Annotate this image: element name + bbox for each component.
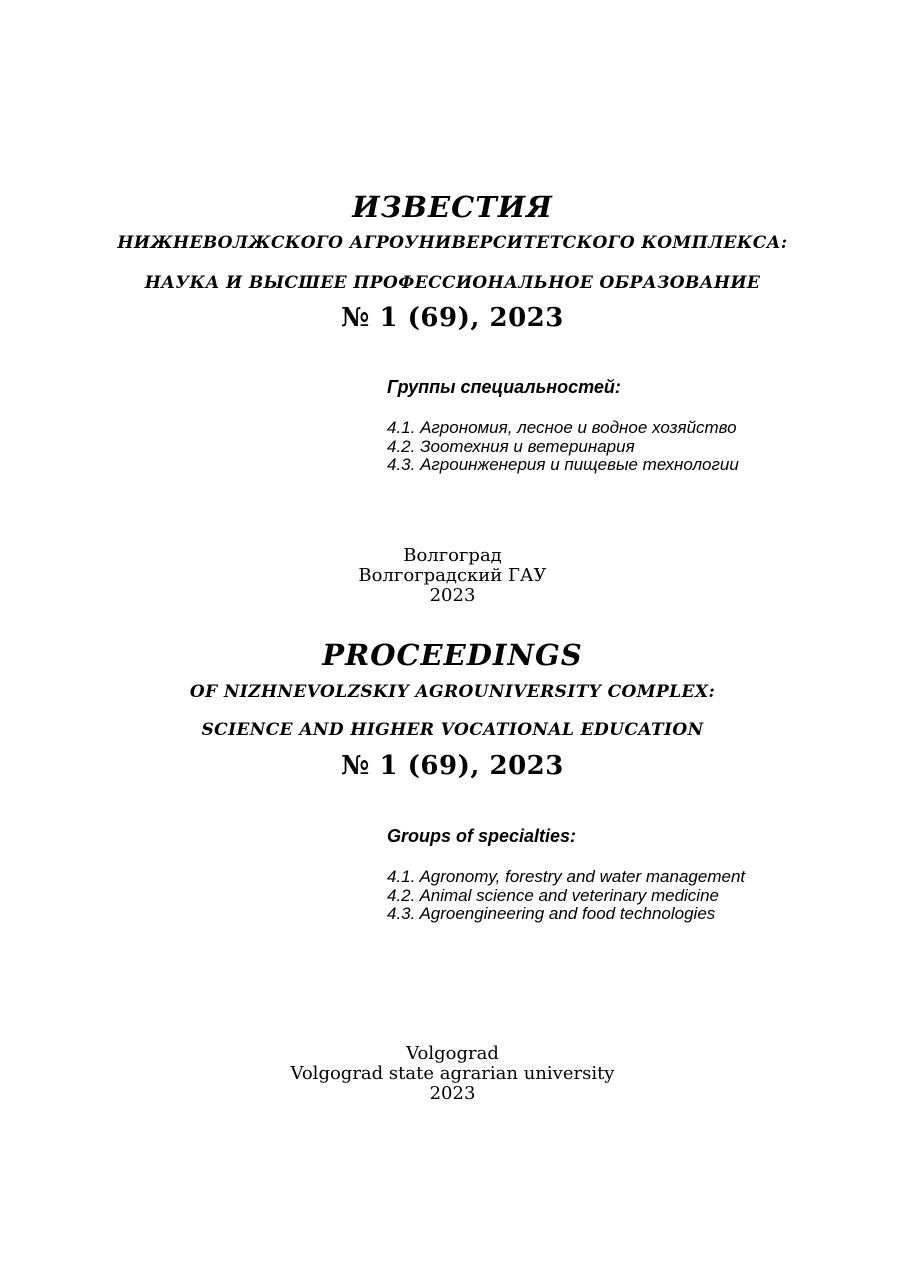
specialties-list-ru [387,419,739,475]
imprint-publisher-ru: Волгоградский ГАУ [358,565,547,586]
specialty-item: 4.3. Agroengineering and food technologies [387,904,716,923]
specialties-block-en [387,826,745,924]
specialties-heading-en: Groups of specialties: [387,826,577,846]
specialty-item: 4.2. Зоотехния и ветеринария [387,436,635,456]
issue-number-ru: № 1 (69), 2023 [341,303,564,333]
specialty-item: 4.1. Agronomy, forestry and water management [387,867,746,886]
journal-subtitle-ru-line2: НАУКА И ВЫСШЕЕ ПРОФЕССИОНАЛЬНОЕ ОБРАЗОВАНИЕ [144,273,761,293]
specialty-item: 4.3. Агроинженерия и пищевые технологии [387,455,739,474]
specialty-item: 4.2. Animal science and veterinary medicine [387,885,719,905]
imprint-publisher-en: Volgograd state agrarian university [290,1063,615,1084]
issue-number-en: № 1 (69), 2023 [341,751,564,781]
specialties-heading-ru: Группы специальностей: [387,377,621,397]
specialty-item: 4.1. Агрономия, лесное и водное хозяйство [387,418,737,437]
journal-subtitle-en-line2: SCIENCE AND HIGHER VOCATIONAL EDUCATION [201,720,704,740]
specialties-list-en [387,868,745,924]
imprint-year-en: 2023 [429,1083,476,1104]
imprint-ru [0,546,905,606]
journal-title-ru: ИЗВЕСТИЯ [352,190,553,224]
imprint-year-ru: 2023 [429,585,476,606]
specialties-block-ru [387,377,739,475]
journal-subtitle-en-line1: OF NIZHNEVOLZSKIY AGROUNIVERSITY COMPLEX: [189,682,716,702]
imprint-city-en: Volgograd [406,1043,499,1064]
journal-title-en: PROCEEDINGS [322,638,583,672]
journal-subtitle-ru-line1: НИЖНЕВОЛЖСКОГО АГРОУНИВЕРСИТЕТСКОГО КОМПЛЕКСА: [117,233,788,253]
imprint-city-ru: Волгоград [403,545,502,566]
imprint-en [0,1044,905,1104]
